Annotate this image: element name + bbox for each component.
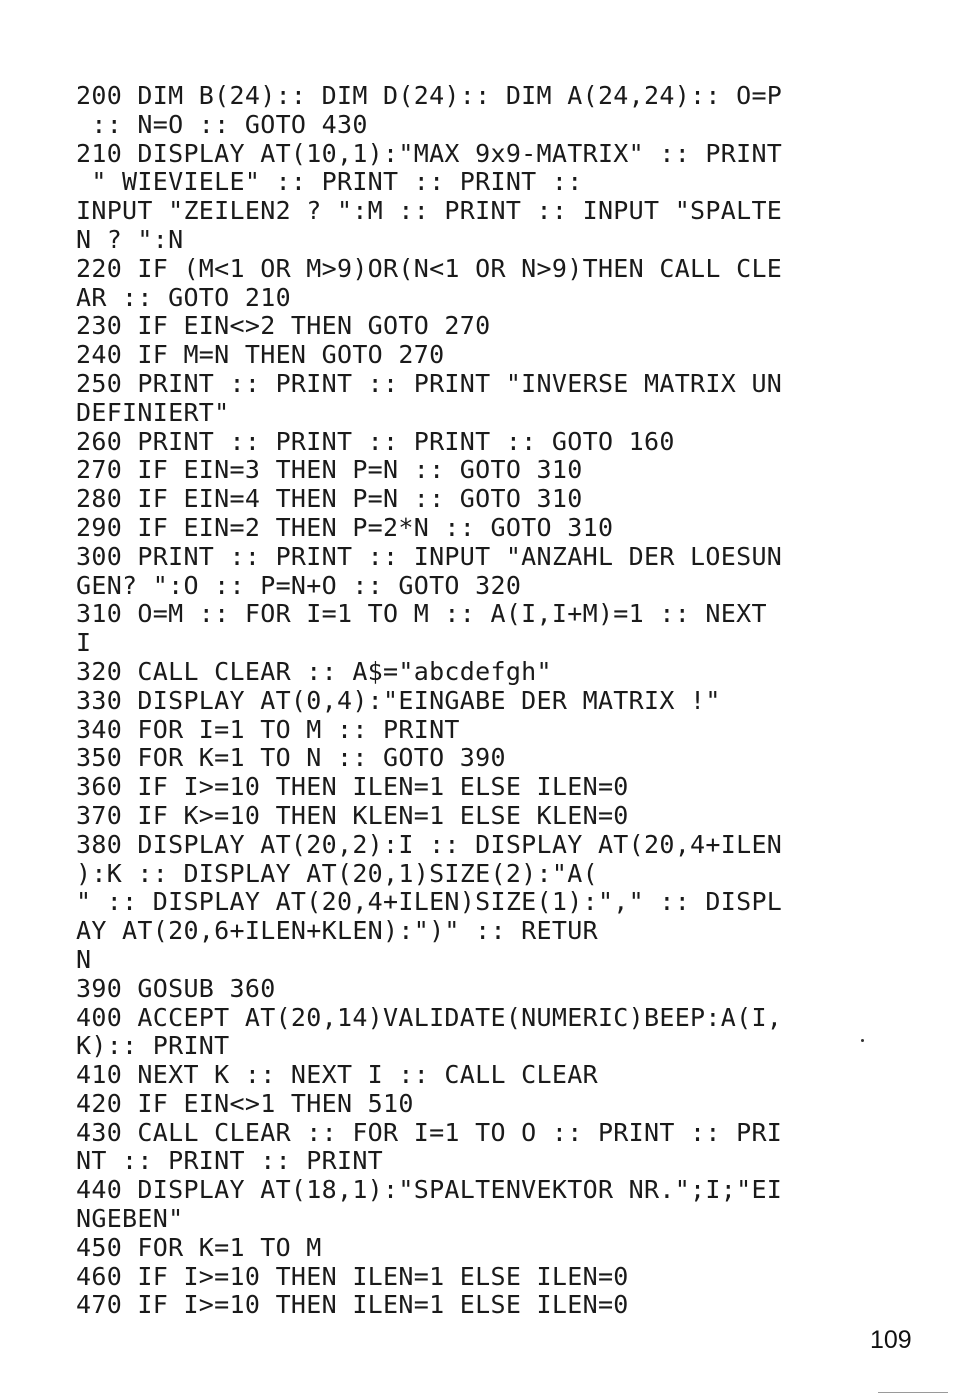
code-line: 240 IF M=N THEN GOTO 270 (76, 340, 445, 370)
code-line: 400 ACCEPT AT(20,14)VALIDATE(NUMERIC)BEEP:A(I, (76, 1002, 783, 1032)
code-line: 370 IF K>=10 THEN KLEN=1 ELSE KLEN=0 (76, 800, 629, 830)
footer-rule (878, 1392, 948, 1393)
code-line: 390 GOSUB 360 (76, 973, 276, 1003)
code-line: N (76, 944, 92, 974)
code-line: 340 FOR I=1 TO M :: PRINT (76, 714, 460, 744)
code-line: DEFINIERT" (76, 397, 230, 427)
code-line: " WIEVIELE" :: PRINT :: PRINT :: (76, 167, 583, 197)
code-line: 440 DISPLAY AT(18,1):"SPALTENVEKTOR NR.";I;"EI (76, 1175, 783, 1205)
code-line: 430 CALL CLEAR :: FOR I=1 TO O :: PRINT :: PRI (76, 1117, 783, 1147)
code-line: AY AT(20,6+ILEN+KLEN):")" :: RETUR (76, 916, 598, 946)
code-line: ):K :: DISPLAY AT(20,1)SIZE(2):"A( (76, 858, 598, 888)
code-line: 470 IF I>=10 THEN ILEN=1 ELSE ILEN=0 (76, 1290, 629, 1320)
page-number: 109 (870, 1326, 912, 1354)
code-line: I (76, 628, 92, 658)
code-line: 310 O=M :: FOR I=1 TO M :: A(I,I+M)=1 :: NEXT (76, 599, 767, 629)
code-line: 250 PRINT :: PRINT :: PRINT "INVERSE MATRIX UN (76, 368, 783, 398)
code-line: 460 IF I>=10 THEN ILEN=1 ELSE ILEN=0 (76, 1261, 629, 1291)
code-line: 300 PRINT :: PRINT :: INPUT "ANZAHL DER LOESUN (76, 541, 783, 571)
code-line: 220 IF (M<1 OR M>9)OR(N<1 OR N>9)THEN CALL CLE (76, 253, 783, 283)
code-line: INPUT "ZEILEN2 ? ":M :: PRINT :: INPUT "SPALTE (76, 196, 783, 226)
code-line: GEN? ":O :: P=N+O :: GOTO 320 (76, 570, 522, 600)
code-line: 330 DISPLAY AT(0,4):"EINGABE DER MATRIX !" (76, 685, 721, 715)
print-speck (861, 1039, 864, 1042)
code-line: 450 FOR K=1 TO M (76, 1232, 322, 1262)
code-line: :: N=O :: GOTO 430 (76, 109, 368, 139)
code-line: NT :: PRINT :: PRINT (76, 1146, 384, 1176)
code-line: 210 DISPLAY AT(10,1):"MAX 9x9-MATRIX" :: PRINT (76, 138, 783, 168)
code-line: 280 IF EIN=4 THEN P=N :: GOTO 310 (76, 484, 583, 514)
code-line: 270 IF EIN=3 THEN P=N :: GOTO 310 (76, 455, 583, 485)
code-line: 410 NEXT K :: NEXT I :: CALL CLEAR (76, 1060, 598, 1090)
code-line: 380 DISPLAY AT(20,2):I :: DISPLAY AT(20,4+ILEN (76, 829, 783, 859)
code-line: 350 FOR K=1 TO N :: GOTO 390 (76, 743, 506, 773)
code-line: 360 IF I>=10 THEN ILEN=1 ELSE ILEN=0 (76, 772, 629, 802)
code-line: 260 PRINT :: PRINT :: PRINT :: GOTO 160 (76, 426, 675, 456)
code-line: NGEBEN" (76, 1204, 184, 1234)
code-line: " :: DISPLAY AT(20,4+ILEN)SIZE(1):"," :: DISPL (76, 887, 783, 917)
code-line: 320 CALL CLEAR :: A$="abcdefgh" (76, 656, 552, 686)
code-line: K):: PRINT (76, 1031, 230, 1061)
code-line: 420 IF EIN<>1 THEN 510 (76, 1088, 414, 1118)
basic-program-listing (76, 82, 896, 1320)
code-line: N ? ":N (76, 224, 184, 254)
code-line: 200 DIM B(24):: DIM D(24):: DIM A(24,24):: O=P (76, 81, 783, 110)
code-line: 230 IF EIN<>2 THEN GOTO 270 (76, 311, 491, 341)
code-line: 290 IF EIN=2 THEN P=2*N :: GOTO 310 (76, 512, 614, 542)
code-line: AR :: GOTO 210 (76, 282, 291, 312)
